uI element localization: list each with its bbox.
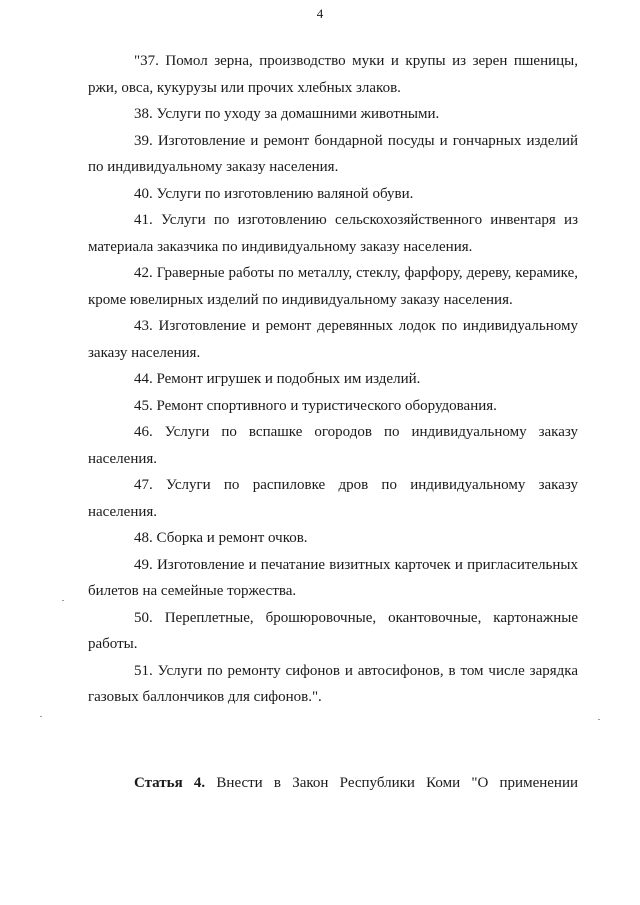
- article-4-label: Статья 4.: [134, 775, 206, 791]
- list-of-services: [88, 48, 578, 711]
- list-item-49: 49. Изготовление и печатание визитных карточек и пригласительных билетов на семейные торжества.: [88, 556, 578, 599]
- list-item-44: 44. Ремонт игрушек и подобных им изделий.: [134, 371, 421, 387]
- list-item-41: 41. Услуги по изготовлению сельскохозяйственного инвентаря из материала заказчика по индивидуальному заказу населения.: [88, 212, 578, 255]
- list-item-46: 46. Услуги по вспашке огородов по индивидуальному заказу населения.: [88, 424, 578, 467]
- scan-speck: [598, 719, 600, 720]
- list-item-43: 43. Изготовление и ремонт деревянных лодок по индивидуальному заказу населения.: [88, 318, 578, 361]
- list-item-38: 38. Услуги по уходу за домашними животными.: [134, 106, 440, 122]
- page-number: 4: [316, 6, 324, 21]
- list-item-42: 42. Граверные работы по металлу, стеклу, фарфору, дереву, керамике, кроме ювелирных изделий по индивидуальному заказу населения.: [88, 265, 578, 308]
- scan-speck: [40, 716, 42, 717]
- list-item-48: 48. Сборка и ремонт очков.: [134, 530, 308, 546]
- list-item-39: 39. Изготовление и ремонт бондарной посуды и гончарных изделий по индивидуальному заказу населения.: [88, 132, 578, 175]
- article-4-paragraph: [88, 770, 578, 797]
- article-4-text: Внести в Закон Республики Коми "О применении: [216, 775, 578, 791]
- list-item-45: 45. Ремонт спортивного и туристического оборудования.: [134, 397, 497, 414]
- list-item-37: "37. Помол зерна, производство муки и крупы из зерен пшеницы, ржи, овса, кукурузы или прочих хлебных злаков.: [88, 53, 578, 96]
- list-item-40: 40. Услуги по изготовлению валяной обуви.: [134, 185, 414, 202]
- scan-speck: [62, 600, 64, 601]
- list-item-51: 51. Услуги по ремонту сифонов и автосифонов, в том числе зарядка газовых баллончиков для сифонов.".: [88, 662, 578, 705]
- list-item-47: 47. Услуги по распиловке дров по индивидуальному заказу населения.: [88, 477, 578, 520]
- list-item-50: 50. Переплетные, брошюровочные, окантовочные, картонажные работы.: [88, 609, 578, 652]
